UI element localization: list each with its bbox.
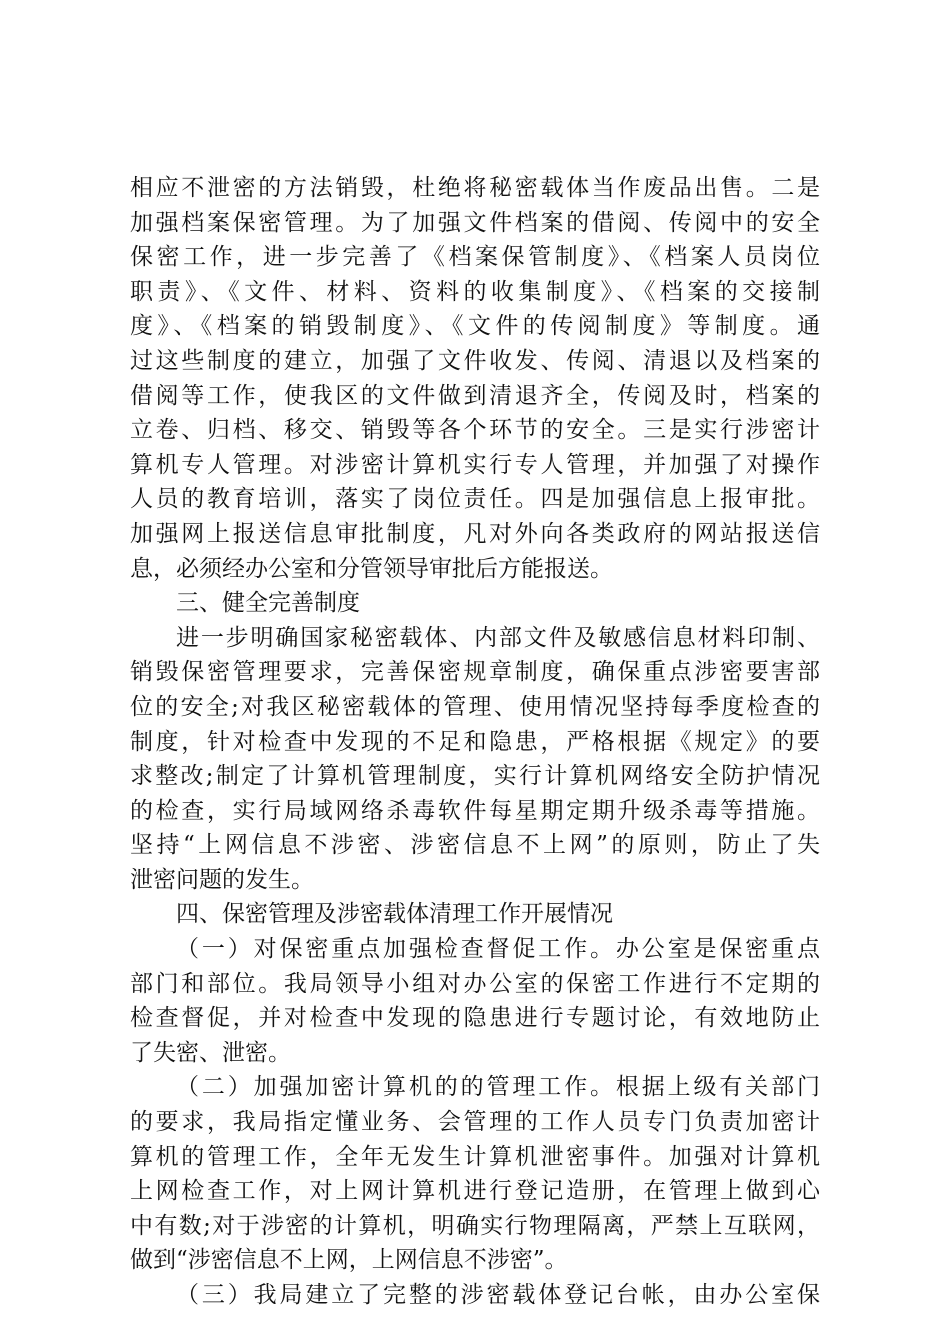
text-line: 算机的管理工作，全年无发生计算机泄密事件。加强对计算机 [130,1143,820,1170]
text-line: 加强档案保密管理。为了加强文件档案的借阅、传阅中的安全 [130,209,820,236]
text-line: 求整改;制定了计算机管理制度，实行计算机网络安全防护情况 [130,763,820,790]
text-line: 职责》、《文件、材料、资料的收集制度》、《档案的交接制 [130,278,820,305]
text-line: （三）我局建立了完整的涉密载体登记台帐，由办公室保 [176,1282,820,1308]
text-line: 中有数;对于涉密的计算机，明确实行物理隔离，严禁上互联网， [130,1212,820,1239]
text-line: 息，必须经办公室和分管领导审批后方能报送。 [130,555,613,582]
text-line: 借阅等工作，使我区的文件做到清退齐全，传阅及时，档案的 [130,382,820,409]
text-line: 算机专人管理。对涉密计算机实行专人管理，并加强了对操作 [130,451,820,478]
text-line: 立卷、归档、移交、销毁等各个环节的安全。三是实行涉密计 [130,417,820,444]
text-line: 了失密、泄密。 [130,1039,291,1066]
text-line: 过这些制度的建立，加强了文件收发、传阅、清退以及档案的 [130,347,820,374]
text-line: 加强网上报送信息审批制度，凡对外向各类政府的网站报送信 [130,520,820,547]
text-line: 相应不泄密的方法销毁，杜绝将秘密载体当作废品出售。二是 [130,175,820,201]
text-line: 人员的教育培训，落实了岗位责任。四是加强信息上报审批。 [130,486,820,513]
section-heading: 四、保密管理及涉密载体清理工作开展情况 [176,901,613,928]
text-line: 泄密问题的发生。 [130,866,314,893]
text-line: 的要求，我局指定懂业务、会管理的工作人员专门负责加密计 [130,1109,820,1136]
text-line: 部门和部位。我局领导小组对办公室的保密工作进行不定期的 [130,970,820,997]
text-line: 进一步明确国家秘密载体、内部文件及敏感信息材料印制、 [176,624,820,651]
text-line: 坚持“上网信息不涉密、涉密信息不上网”的原则，防止了失 [130,832,820,859]
document-body [130,171,820,1313]
text-line: 销毁保密管理要求，完善保密规章制度，确保重点涉密要害部 [130,659,820,686]
text-line: 的检查，实行局域网络杀毒软件每星期定期升级杀毒等措施。 [130,797,820,824]
text-line: 做到“涉密信息不上网，上网信息不涉密”。 [130,1247,568,1274]
section-heading: 三、健全完善制度 [176,590,360,617]
text-line: 度》、《档案的销毁制度》、《文件的传阅制度》等制度。通 [130,313,820,340]
text-line: 保密工作，进一步完善了《档案保管制度》、《档案人员岗位 [130,244,820,271]
text-line: 制度，针对检查中发现的不足和隐患，严格根据《规定》的要 [130,728,820,755]
text-line: （一）对保密重点加强检查督促工作。办公室是保密重点 [176,936,820,963]
text-line: 上网检查工作，对上网计算机进行登记造册，在管理上做到心 [130,1178,820,1205]
text-line: 位的安全;对我区秘密载体的管理、使用情况坚持每季度检查的 [130,693,820,720]
text-line: 检查督促，并对检查中发现的隐患进行专题讨论，有效地防止 [130,1005,820,1032]
text-line: （二）加强加密计算机的的管理工作。根据上级有关部门 [176,1074,820,1101]
